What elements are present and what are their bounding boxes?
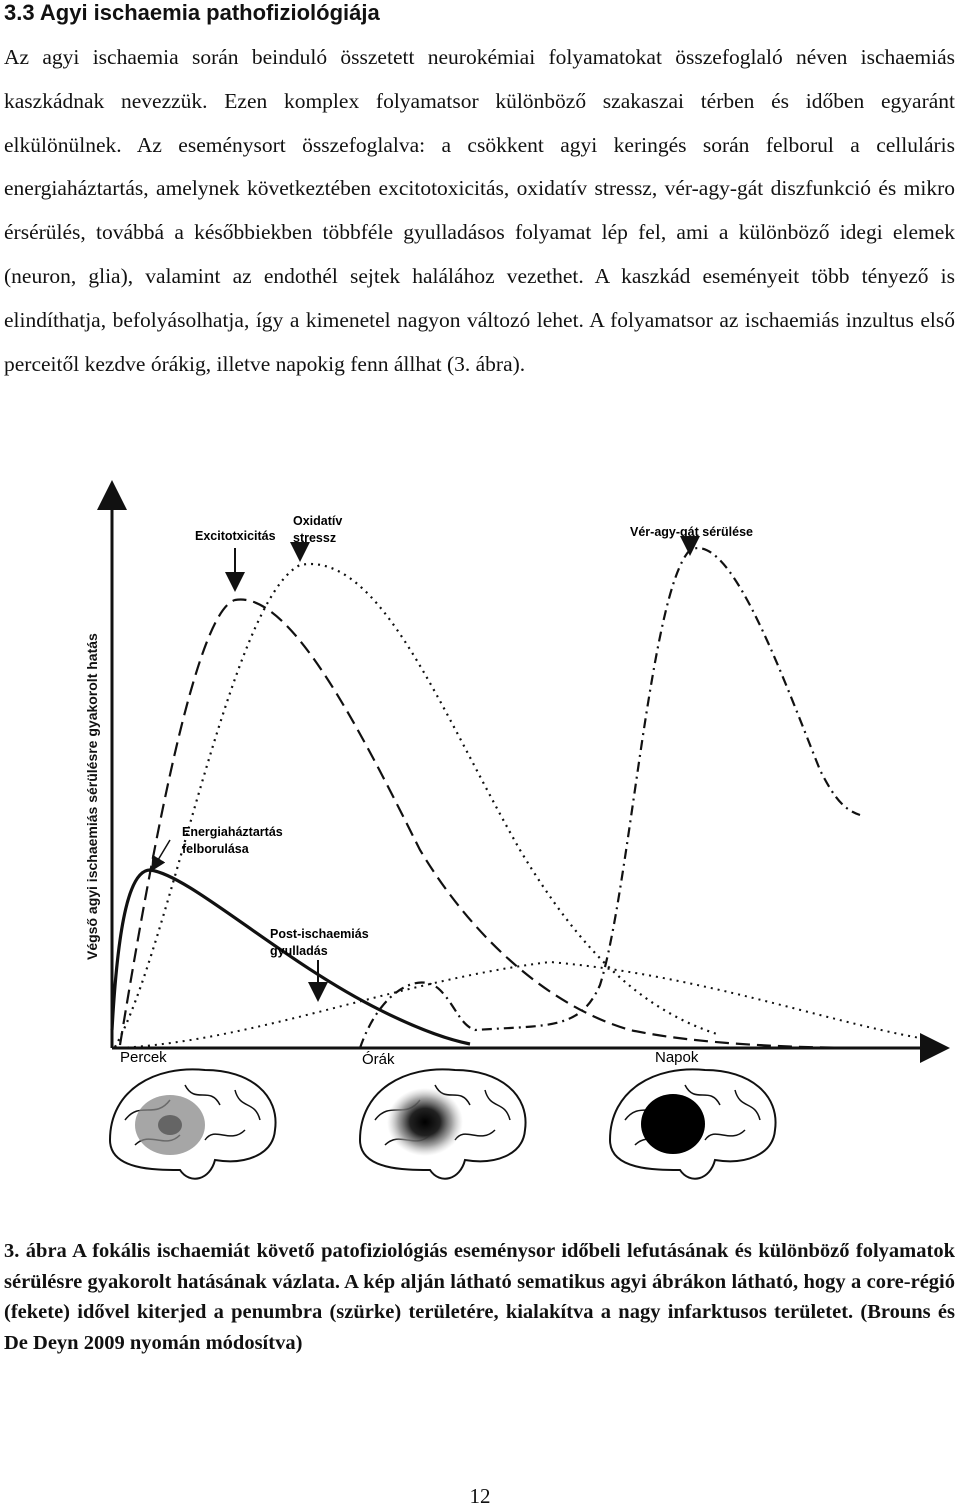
- arrow-energy-failure: [155, 840, 170, 865]
- curve-bbb-damage: [360, 548, 860, 1048]
- brain-minutes: [110, 1069, 276, 1178]
- curve-inflammation: [120, 962, 920, 1048]
- label-excitotoxicity: Excitotxicitás: [195, 529, 276, 543]
- figure-ischaemic-cascade: [0, 470, 960, 1200]
- y-axis-label: Végső agyi ischaemiás sérülésre gyakorolt hatás: [84, 633, 100, 960]
- brain-hours: [360, 1069, 526, 1178]
- time-label-days: Napok: [655, 1049, 699, 1066]
- time-label-minutes: Percek: [120, 1049, 167, 1066]
- label-oxidative-stress-2: stressz: [293, 531, 337, 545]
- cascade-diagram: [0, 470, 960, 1200]
- label-energy-failure-1: Energiaháztartás: [182, 825, 283, 839]
- body-paragraph: Az agyi ischaemia során beinduló összetett neurokémiai folyamatokat összefoglaló néven ischaemiás kaszkádnak nevezzük. Ezen komplex folyamatsor különböző szakaszai térben és időben egyaránt elkülönülnek. Az eseménysort összefoglalva: a csökkent agyi keringés során felborul a celluláris energiaháztartás, amelynek következtében excitotoxicitás, oxidatív stressz, vér-agy-gát diszfunkció és mikro érsérülés, továbbá a későbbiekben többféle gyulladásos folyamat lép fel, ami a különböző idegi elemek (neuron, glia), valamint az endothél sejtek halálához vezethet. A kaszkád eseményeit több tényező is elindíthatja, befolyásolhatja, így a kimenetel nagyon változó lehet. A folyamatsor az ischaemiás inzultus első perceitől kezdve órákig, illetve napokig fenn állhat (3. ábra).: [4, 45, 955, 376]
- curve-oxidative-stress: [115, 564, 720, 1047]
- label-oxidative-stress-1: Oxidatív: [293, 514, 343, 528]
- label-inflammation-1: Post-ischaemiás: [270, 927, 369, 941]
- label-inflammation-2: gyulladás: [270, 944, 328, 958]
- time-label-hours: Órák: [362, 1051, 395, 1068]
- curve-excitotoxicity: [120, 599, 880, 1048]
- page-number: 12: [469, 1484, 491, 1508]
- label-energy-failure-2: felborulása: [182, 842, 249, 856]
- brain-days: [610, 1069, 776, 1178]
- label-bbb-damage: Vér-agy-gát sérülése: [630, 525, 753, 539]
- figure-caption: 3. ábra A fokális ischaemiát követő patofiziológiás eseménysor időbeli lefutásának és különböző folyamatok sérülésre gyakorolt hatásának vázlata. A kép alján látható sematikus agyi ábrákon látható, hogy a core-régió (fekete) idővel kiterjed a penumbra (szürke) területére, kialakítva a nagy infarktusos területet. (Brouns és De Deyn 2009 nyomán módosítva): [4, 1240, 955, 1354]
- section-heading: 3.3 Agyi ischaemia pathofiziológiája: [4, 0, 380, 25]
